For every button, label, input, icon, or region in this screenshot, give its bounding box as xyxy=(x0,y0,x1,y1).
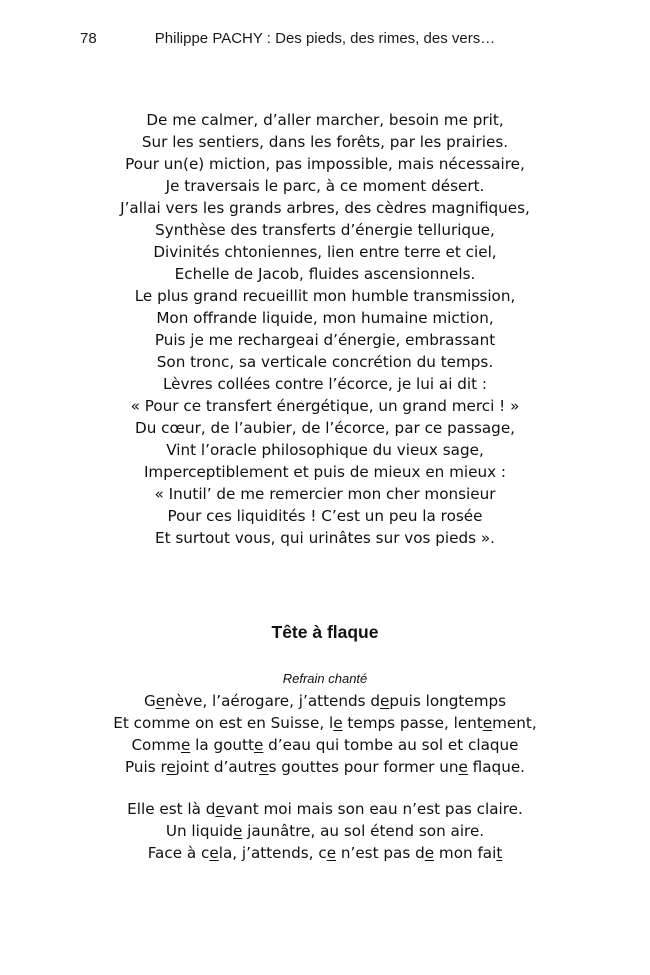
underlined-letter: e xyxy=(333,714,343,732)
verse-text: jaunâtre, au sol étend son aire. xyxy=(242,822,485,840)
underlined-letter: e xyxy=(259,758,269,776)
underlined-letter: e xyxy=(166,758,176,776)
verse-text: Elle est là d xyxy=(127,800,216,818)
verse-line: Son tronc, sa verticale concrétion du temps. xyxy=(156,353,494,371)
page-header xyxy=(0,30,650,54)
verse-line: « Inutil’ de me remercier mon cher monsieur xyxy=(154,485,496,503)
verse-line xyxy=(0,798,650,820)
verse-line: Lèvres collées contre l’écorce, je lui ai dit : xyxy=(162,375,488,393)
underlined-letter: e xyxy=(482,714,493,732)
verse-line xyxy=(0,690,650,712)
verse-line: Pour un(e) miction, pas impossible, mais nécessaire, xyxy=(125,155,525,173)
verse-text: Puis r xyxy=(124,758,167,776)
underlined-letter: e xyxy=(180,736,191,754)
running-title: Philippe PACHY : Des pieds, des rimes, des vers… xyxy=(154,30,496,47)
verse-line: Pour ces liquidités ! C’est un peu la rosée xyxy=(167,507,483,525)
verse-line: Je traversais le parc, à ce moment désert. xyxy=(165,177,485,195)
poem-title: Tête à flaque xyxy=(271,622,379,642)
verse-line: Puis je me rechargeai d’énergie, embrassant xyxy=(154,331,496,349)
verse-text: Un liquid xyxy=(165,822,233,840)
underlined-letter: t xyxy=(496,844,503,862)
verse-line xyxy=(0,756,650,778)
verse-line: Sur les sentiers, dans les forêts, par les prairies. xyxy=(141,133,509,151)
verse-text: mon fai xyxy=(434,844,497,862)
underlined-letter: e xyxy=(215,800,225,818)
verse-line xyxy=(0,842,650,864)
verse-line: « Pour ce transfert énergétique, un grand merci ! » xyxy=(130,397,520,415)
verse-line: Synthèse des transferts d’énergie tellurique, xyxy=(155,221,495,239)
poem-subtitle: Refrain chanté xyxy=(282,671,368,686)
verse-line: De me calmer, d’aller marcher, besoin me prit, xyxy=(146,111,504,129)
poem-continued-stanza xyxy=(0,109,650,549)
verse-line: Echelle de Jacob, fluides ascensionnels. xyxy=(174,265,476,283)
page-number: 78 xyxy=(80,30,97,47)
verse-text: s gouttes pour former un xyxy=(268,758,459,776)
verse-line: Vint l’oracle philosophique du vieux sage, xyxy=(166,441,484,459)
refrain-stanza xyxy=(0,690,650,778)
verse-text: G xyxy=(143,692,156,710)
verse-text: Et comme on est en Suisse, l xyxy=(113,714,334,732)
verse-text: d’eau qui tombe au sol et claque xyxy=(263,736,519,754)
verse-text: ment, xyxy=(492,714,537,732)
underlined-letter: e xyxy=(232,822,243,840)
verse-text: la, j’attends, c xyxy=(218,844,327,862)
verse-line: Divinités chtoniennes, lien entre terre et ciel, xyxy=(153,243,497,261)
verse-text: nève, l’aérogare, j’attends d xyxy=(165,692,381,710)
verse-line xyxy=(0,712,650,734)
underlined-letter: e xyxy=(326,844,337,862)
underlined-letter: e xyxy=(380,692,390,710)
verse-line: J’allai vers les grands arbres, des cèdres magnifiques, xyxy=(120,199,530,217)
verse-line: Imperceptiblement et puis de mieux en mieux : xyxy=(143,463,507,481)
underlined-letter: e xyxy=(458,758,468,776)
verse-text: Comm xyxy=(131,736,181,754)
verse-text: puis longtemps xyxy=(389,692,507,710)
underlined-letter: e xyxy=(424,844,435,862)
verse-line: Mon offrande liquide, mon humaine miction, xyxy=(156,309,494,327)
verse-text: joint d’autr xyxy=(175,758,260,776)
verse-line: Du cœur, de l’aubier, de l’écorce, par ce passage, xyxy=(135,419,515,437)
verse-line: Et surtout vous, qui urinâtes sur vos pieds ». xyxy=(155,529,495,547)
verse-text: vant moi mais son eau n’est pas claire. xyxy=(224,800,523,818)
verse-text: Face à c xyxy=(147,844,210,862)
underlined-letter: e xyxy=(253,736,264,754)
verse-text: n’est pas d xyxy=(336,844,425,862)
verse-text: la goutt xyxy=(190,736,254,754)
verse-line: Le plus grand recueillit mon humble transmission, xyxy=(134,287,516,305)
underlined-letter: e xyxy=(209,844,219,862)
verse-line xyxy=(0,734,650,756)
underlined-letter: e xyxy=(155,692,166,710)
verse-text: temps passe, lent xyxy=(342,714,483,732)
second-stanza xyxy=(0,798,650,864)
verse-line xyxy=(0,820,650,842)
verse-text: flaque. xyxy=(467,758,525,776)
